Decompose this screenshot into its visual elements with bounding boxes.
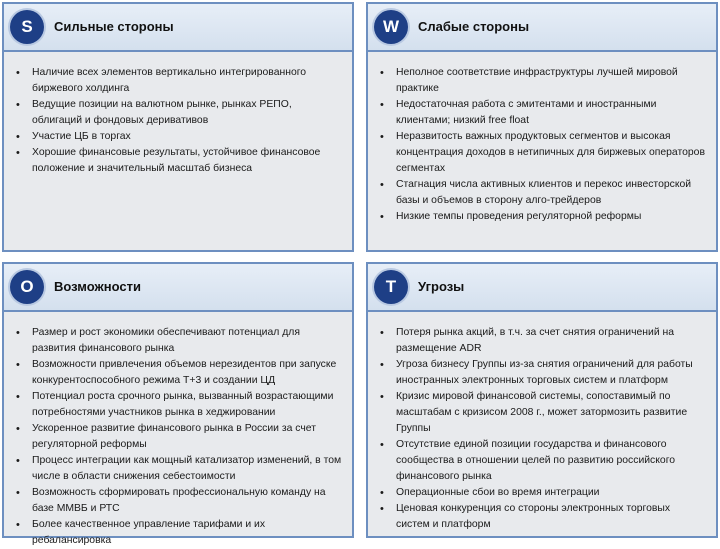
weaknesses-badge: W — [374, 10, 408, 44]
list-item: • Более качественное управление тарифами и их ребалансировка — [14, 517, 342, 549]
weaknesses-title: Слабые стороны — [418, 19, 530, 34]
strengths-body — [2, 52, 354, 252]
strengths-badge: S — [10, 10, 44, 44]
list-item: • Кризис мировой финансовой системы, сопоставимый по масштабам с кризисом 2008 г., может затормозить развитие Группы — [378, 389, 706, 437]
list-item: • Процесс интеграции как мощный катализатор изменений, в том числе в области снижения себестоимости — [14, 453, 342, 485]
threats-header — [366, 262, 718, 312]
strengths-title: Сильные стороны — [54, 19, 174, 34]
opportunities-title: Возможности — [54, 279, 141, 294]
opportunities-header — [2, 262, 354, 312]
list-item: • Возможность сформировать профессиональную команду на базе ММВБ и РТС — [14, 485, 342, 517]
threats-list — [378, 325, 706, 533]
list-item: • Ускоренное развитие финансового рынка в России за счет регуляторной реформы — [14, 421, 342, 453]
list-item: • Недостаточная работа с эмитентами и иностранными клиентами; низкий free float — [378, 97, 706, 129]
list-item: • Угроза бизнесу Группы из-за снятия ограничений для работы иностранных электронных торговых систем и платформ — [378, 357, 706, 389]
threats-body — [366, 312, 718, 538]
opportunities-quadrant — [2, 262, 354, 546]
opportunities-badge: O — [10, 270, 44, 304]
list-item: • Стагнация числа активных клиентов и перекос инвесторской базы и объемов в сторону алго-трейдеров — [378, 177, 706, 209]
strengths-list — [14, 65, 342, 177]
list-item: • Потенциал роста срочного рынка, вызванный возрастающими потребностями участников рынка в хеджировании — [14, 389, 342, 421]
weaknesses-quadrant — [366, 2, 718, 252]
list-item: • Отсутствие единой позиции государства и финансового сообщества в отношении целей по развитию российского финансового рынка — [378, 437, 706, 485]
list-item: • Наличие всех элементов вертикально интегрированного биржевого холдинга — [14, 65, 342, 97]
strengths-quadrant — [2, 2, 354, 252]
weaknesses-list — [378, 65, 706, 225]
opportunities-body — [2, 312, 354, 546]
list-item: • Размер и рост экономики обеспечивают потенциал для развития финансового рынка — [14, 325, 342, 357]
threats-quadrant — [366, 262, 718, 538]
list-item: • Хорошие финансовые результаты, устойчивое финансовое положение и значительный масштаб бизнеса — [14, 145, 342, 177]
list-item: • Неполное соответствие инфраструктуры лучшей мировой практике — [378, 65, 706, 97]
list-item: • Участие ЦБ в торгах — [14, 129, 342, 145]
strengths-header — [2, 2, 354, 52]
list-item: • Низкие темпы проведения регуляторной реформы — [378, 209, 706, 225]
list-item: • Ведущие позиции на валютном рынке, рынках РЕПО, облигаций и фондовых деривативов — [14, 97, 342, 129]
list-item: • Потеря рынка акций, в т.ч. за счет снятия ограничений на размещение ADR — [378, 325, 706, 357]
threats-badge: T — [374, 270, 408, 304]
list-item: • Возможности привлечения объемов нерезидентов при запуске конкурентоспособного режима Т+3 и создании ЦД — [14, 357, 342, 389]
list-item: • Неразвитость важных продуктовых сегментов и высокая концентрация доходов в нетипичных для биржевых операторов сегментах — [378, 129, 706, 177]
weaknesses-body — [366, 52, 718, 252]
weaknesses-header — [366, 2, 718, 52]
list-item: • Ценовая конкуренция со стороны электронных торговых систем и платформ — [378, 501, 706, 533]
threats-title: Угрозы — [418, 279, 465, 294]
opportunities-list — [14, 325, 342, 549]
list-item: • Операционные сбои во время интеграции — [378, 485, 706, 501]
